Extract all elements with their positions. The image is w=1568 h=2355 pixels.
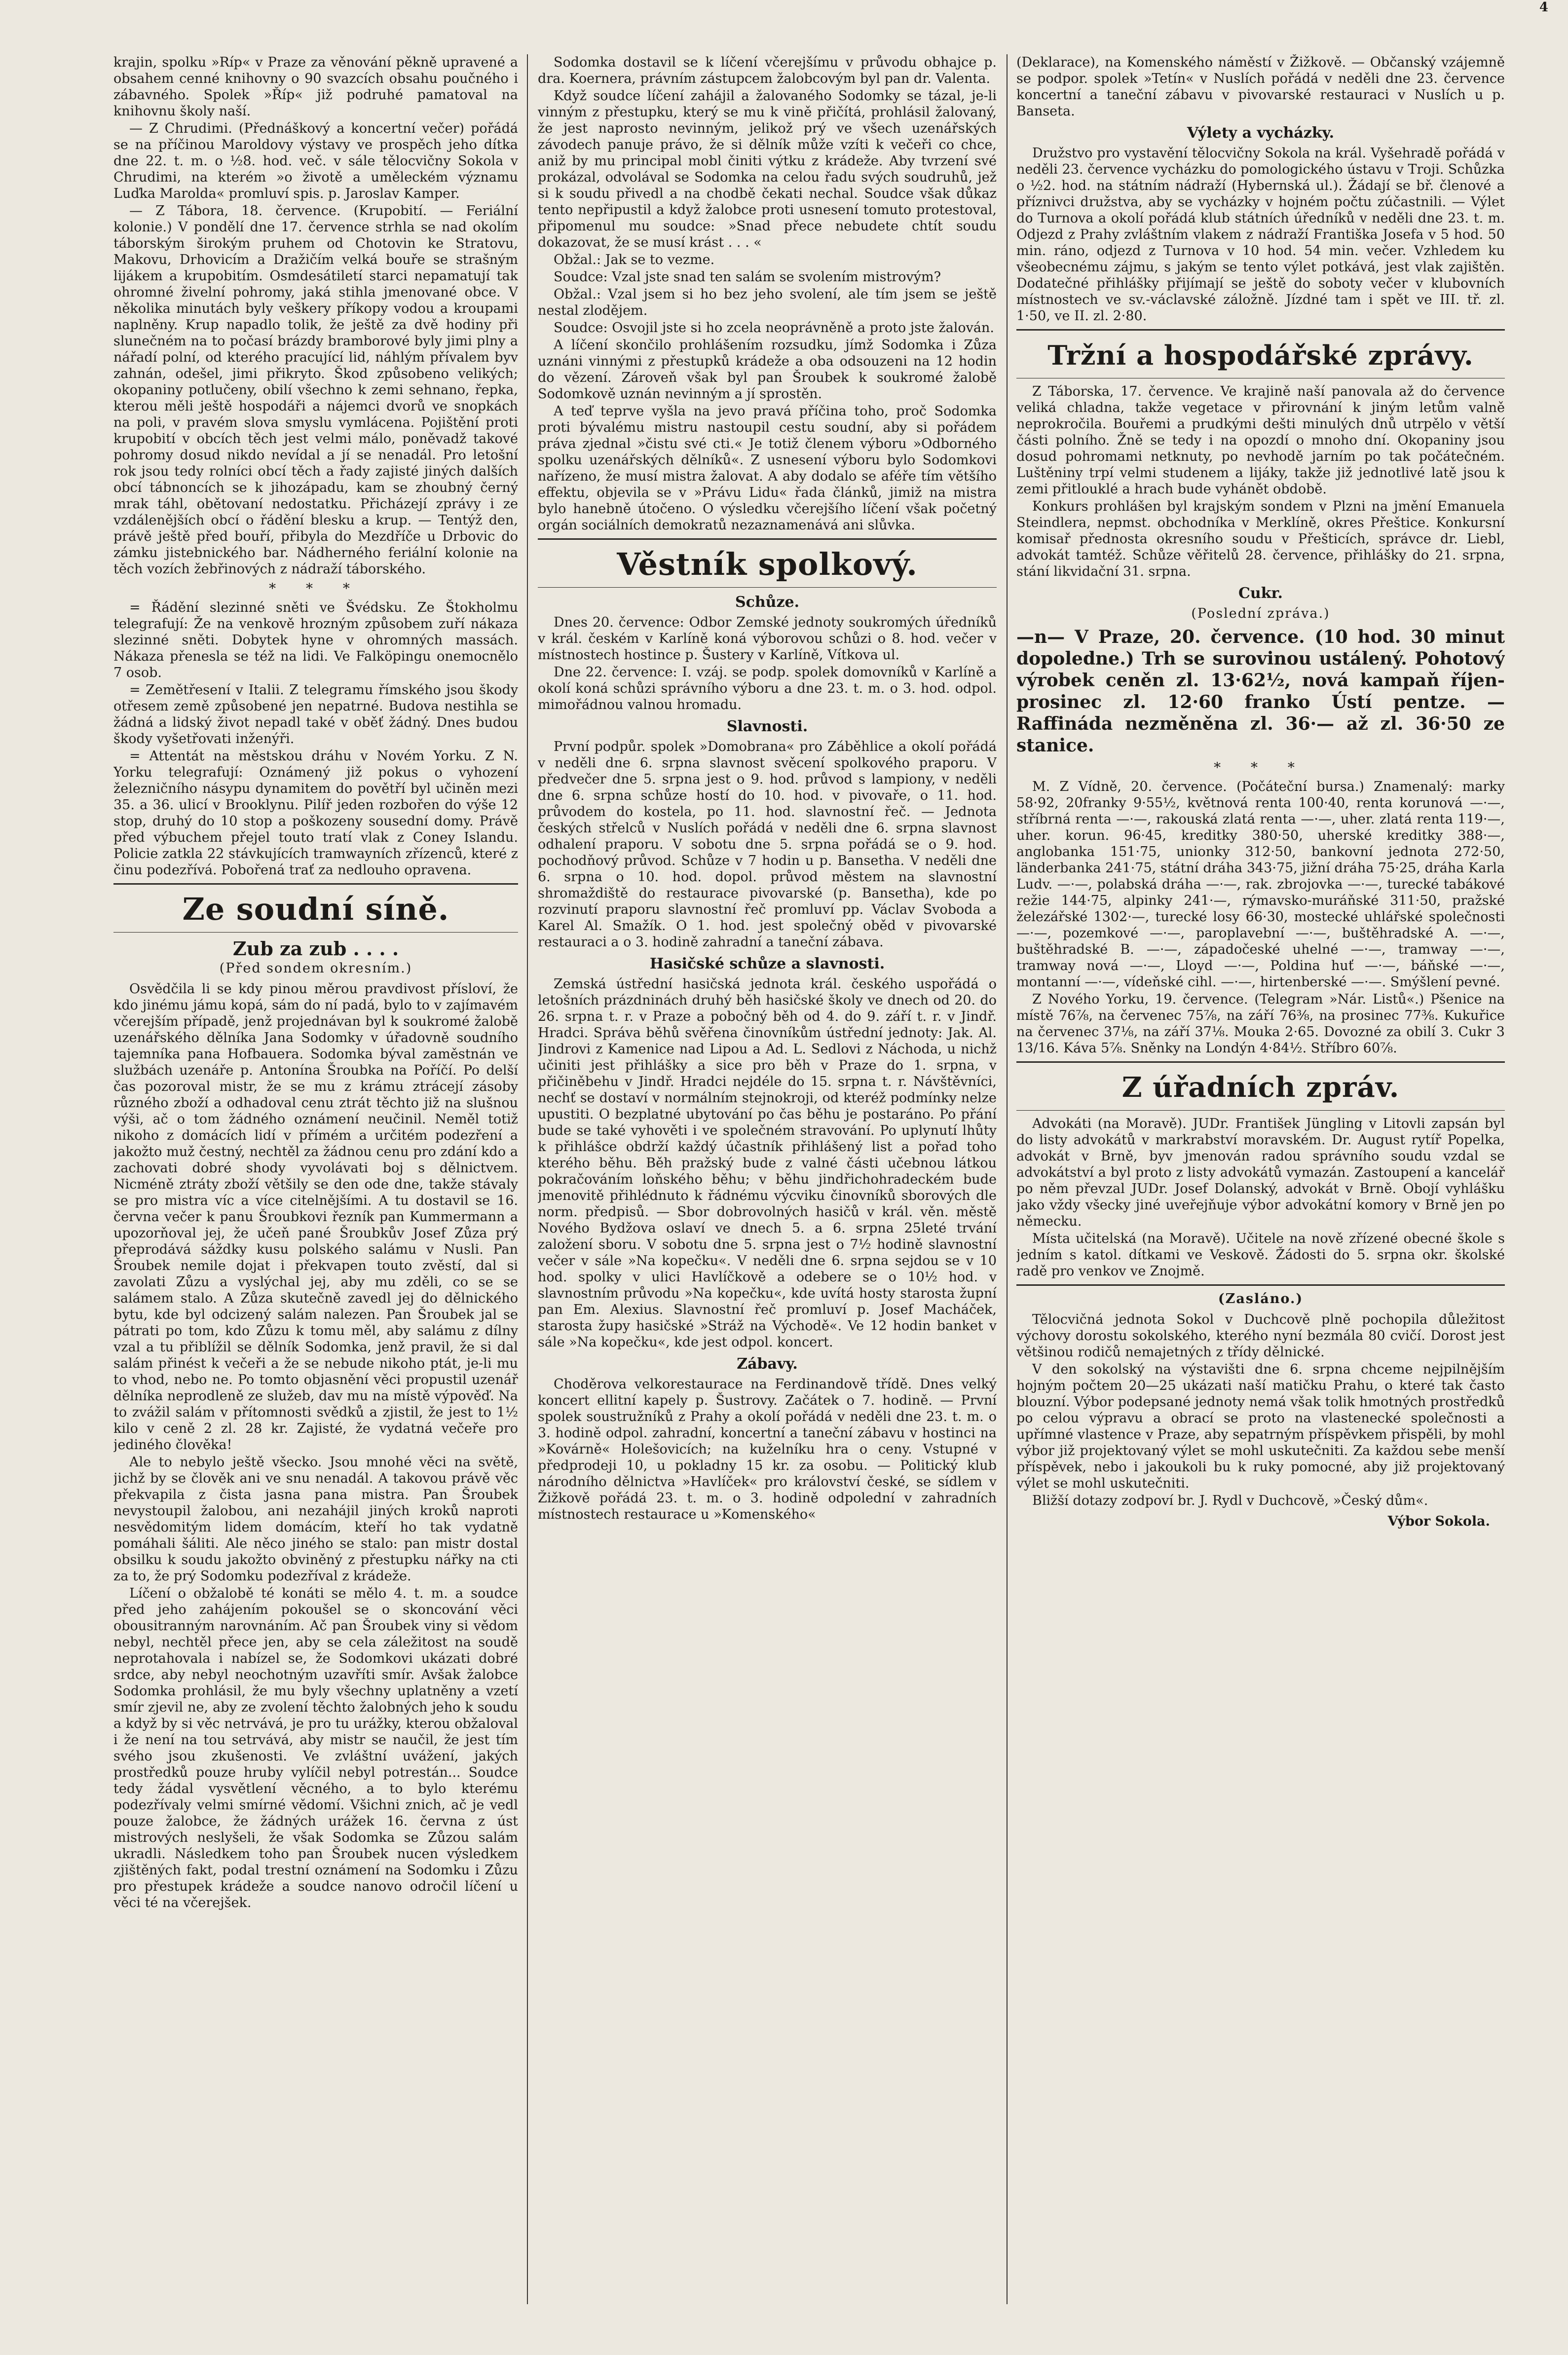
subhead-sugar-note: (Poslední zpráva.) [1191,606,1330,621]
subhead-entertainment: Zábavy. [737,1355,798,1373]
subhead-meetings: Schůze. [735,594,800,611]
vienna-bourse: M. Z Vídně, 20. července. (Počáteční bursa.) Znamenalý: marky 58·92, 20franky 9·55½, květnová renta 100·40, renta korunová —·—, stříbrná renta —·—, rakouská zlatá renta —·—, uher. zlatá renta 119·—, uher. korun. 96·45, kreditky 380·50, uherské kreditky 388·—, anglobanka 151·75, unionky 312·50, bankovní jednota 272·50, länderbanka 241·75, státní dráha 343·75, jižní dráha 75·25, dráha Karla Ludv. —·—, polabská dráha —·—, rak. zbrojovka —·—, turecké tabákové režie 144·75, alpinky 241·—, rýmavsko-muráňské 311·50, pražské železářské 1302·—, turecké losy 66·30, mostecké uhlářské společnosti —·—, pozemkové —·—, paroplavební —·—, buštěhradské A. —·—, buštěhradské B. —·—, západočeské uhelné —·—, tramway —·—, tramway nová —·—, Lloyd —·—, Poldina huť —·—, báňské —·—, montanní —·—, vídeňské cihl. —·—, hirtenberské —·—. Smýšlení pevné. [1016,779,1505,990]
article-text: krajin, spolku »Ríp« v Praze za věnování pěkně upravené a obsahem cenné knihovny o 90 svazcích obsahu poučného i zábavného. Spolek »Říp« již podruhé pamatoval na knihovnu školy naší. [113,55,518,119]
dialogue-line: Obžal.: Jak se to vezme. [554,252,715,267]
separator-stars: * * * [269,580,363,597]
dialogue-line: Soudce: Vzal jste snad ten salám se svolením mistrovým? [554,269,941,285]
article-text: Když soudce líčení zahájil a žalovaného Sodomky se tázal, je-li vinným z přestupku, který se mu k vině přičítá, prohlásil žalovaný, že jest naprosto nevinným, jelikož prý ve všech uzenářských závodech panuje právo, že si dělník může vzíti k večeři co chce, aniž by mu principal mobl činiti výtku z krádeže. Aby tvrzení své prokázal, odvolával se Sodomka na celou řadu svých soudruhů, jež si k soudu přivedl a na chodbě čekati nechal. Soudce však důkaz tento nepřipustil a když žalobce proti usnesení tomuto protestoval, připomenul mu soudce: »Snad přece nebudete chtít soudu dokazovat, že se musí krást . . . « [538,88,997,250]
notice: (Deklarace), na Komenského náměstí v Žižkově. — Občanský vzájemně se podpor. spolek »Tetín« v Nuslích pořádá v neděli dne 23. července koncertní a taneční zábavu v pivovarské restauraci v Nuslích u p. Banseta. [1016,55,1505,119]
subhead-sugar: Cukr. [1238,585,1283,602]
article-sweden: = Řádění slezinné sněti ve Švédsku. Ze Štokholmu telegrafují: Že na venkově hrozným způsobem zuří nákaza slezinné sněti. Dobytek hyne v ohromných massách. Nákaza přenesla se též na lidi. Ve Falköpingu onemocnělo 7 osob. [113,600,518,680]
section-divider [538,587,997,588]
submitted-label: (Zasláno.) [1218,1291,1304,1307]
dialogue-line: Obžal.: Vzal jsem si ho bez jeho svolení, ale tím jsem se ještě nestal zlodějem. [538,287,997,318]
sokol-letter: Bližší dotazy zodpoví br. J. Rydl v Duchcově, »Český dům«. [1032,1493,1428,1508]
notice: Družstvo pro vystavění tělocvičny Sokola na král. Vyšehradě pořádá v neděli 23. července vycházku do pomologického ústavu v Troji. Schůzka o ½2. hod. na státním nádraží (Hybernská ul.). Žádají se bř. členové a příznivci družstva, aby se vycházky v hojném počtu zúčastnili. — Výlet do Turnova a okolí pořádá klub státních úředníků v neděli dne 23. t. m. Odjezd z Prahy zvláštním vlakem z nádraží Františka Josefa v 5 hod. 50 min. ráno, odjezd z Turnova v 10 hod. 54 min. večer. Vzhledem ku všeobecnému zájmu, s jakým se tento výlet potkává, jest vlak zajištěn. Dodatečné přihlášky přijímají se ještě do soboty večer v klubovních místnostech ve sv.-václavské záložně. Jízdné tam i spět ve III. tř. zl. 1·50, ve II. zl. 2·80. [1016,146,1505,324]
notice-advocates: Advokáti (na Moravě). JUDr. František Jüngling v Litovli zapsán byl do listy advokátů v markrabství moravském. Dr. August rytíř Popelka, advokát v Brně, byv jmenován radou správního soudu vzdal se advokátství a byl proto z listy advokátů vymazán. Zastoupení a kancelář po něm převzal JUDr. Josef Dolanský, advokát v Brně. Obojí vyhlášku jako vždy všecky jiné uveřejňuje výbor advokátní komory v Brně jen po německu. [1016,1116,1505,1229]
article-italy: = Zemětřesení v Italii. Z telegramu římského jsou škody otřesem země způsobené jen nepatrné. Budova nestihla se žádná a lidský život nepadl také v oběť žádný. Dnes budou škody vyšetřovati inženýři. [113,682,518,747]
notice: První podpůr. spolek »Domobrana« pro Záběhlice a okolí pořádá v neděli dne 6. srpna slavnost svěcení spolkového praporu. V předvečer dne 5. srpna jest o 9. hod. průvod s lampiony, v neděli dne 6. srpna schůze hostí do 10. hod. v pivovaře, o 11. hod. průvodem do kostela, po 11. hod. slavnostní řeč. — Jednota českých střelců v Nuslích pořádá v neděli dne 6. srpna slavnost odhalení praporu. V sobotu dne 5. srpna pořádá se o 9. hod. pochodňový průvod. Schůze v 7 hodin u p. Bansetha. V neděli dne 6. srpna o 10. hod. dopol. průvod městem na slavnostní shromaždiště do restaurace pivovarské (p. Bansetha), kde po rozvinutí praporu slavnostní řeč promluví pp. Václav Svoboda a Karel Al. Smažík. O 1. hod. jest společný oběd v pivovarské restauraci a o 3. hodině zahradní a taneční zábava. [538,739,997,950]
sokol-letter: V den sokolský na výstavišti dne 6. srpna chceme nejpilnějším hojným počtem 20—25 ukázati naší matičku Prahu, o které tak často blouzní. Výbor podepsané jednoty nemá však tolik hmotných prostředků po celou výpravu a obrací se proto na vlastenecké společnosti a upřímné vlastence v Praze, aby sepatrným příspěvkem přispěli, by mohl výbor již projektovaný výlet se mohl uskutečniti. Za každou sebe menší příspěvek, nebo i jakoukoli bu k ruky pomocné, aby již projektovaný výlet se mohl uskutečniti. [1016,1362,1505,1491]
column-1 [113,54,518,2304]
sugar-report: —n— V Praze, 20. července. (10 hod. 30 minut dopoledne.) Trh se surovinou ustálený. Pohotový výrobek ceněn zl. 13·62½, nová kampaň říjen-prosinec zl. 12·60 franko Ústí pentze. — Raffináda nezměněna zl. 36·— až zl. 36·50 ze stanice. [1016,627,1505,756]
separator-stars: * * * [1214,759,1307,776]
article-chrudim: — Z Chrudimi. (Přednáškový a koncertní večer) pořádá se na příčinou Maroldovy výstavy ve prospěch jeho dítka dne 22. t. m. o ½8. hod. več. v sále tělocvičny Sokola v Chrudimi, na kterém »o životě a uměleckém významu Luďka Marolda« promluví spis. p. Jaroslav Kamper. [113,121,518,201]
section-divider [1016,329,1505,331]
article-text: Sodomka dostavil se k líčení včerejšímu v průvodu obhajce p. dra. Koernera, právním zástupcem žalobcovým byl pan dr. Valenta. [538,55,997,86]
article-subtitle: (Před sondem okresním.) [219,961,412,976]
section-divider [1016,1284,1505,1286]
sokol-letter: Tělocvičná jednota Sokol v Duchcově plně pochopila důležitost výchovy dorostu sokolského, kterého nyní bezmála 80 cvičí. Dorost jest většinou rodičů nemajetných z třídy dělnické. [1016,1312,1505,1360]
article-title: Zub za zub . . . . [232,937,399,960]
section-divider [1016,1110,1505,1111]
section-title-societies: Věstník spolkový. [617,546,918,582]
bankruptcy-notice: Konkurs prohlášen byl krajským sondem v Plzni na jmění Emanuela Steindlera, nepmst. obchodníka v Merklíně, okres Přeštice. Konkursní komisař přednosta okresního soudu v Přešticích, správce dr. Liebl, advokát tamtéž. Schůze věřitelů 28. července, přihlášky do 21. srpna, stání likvidační 31. srpna. [1016,499,1505,579]
article-text: A teď teprve vyšla na jevo pravá příčina toho, proč Sodomka proti bývalému mistru nastoupil cestu soudní, aby si pořádem práva zjednal »čistu své cti.« Je totiž členem výboru »Odborného spolku uzenářských dělníků«. Z usnesení výboru bylo Sodomkovi nařízeno, že musí mistra žalovat. A aby dodalo se aféře tím většího effektu, objevila se v »Právu Lidu« řada článků, jimiž na mistra bylo hanebně útočeno. O výsledku včerejšího líčení však početný orgán sociálních demokratů nezaznamenává ani slůvka. [538,404,997,533]
article-text: Osvědčila li se kdy pinou měrou pravdivost přísloví, že kdo jinému jámu kopá, sám do ní padá, bylo to v zajímavém včerejším případě, jenž projednávan byl k soukromé žalobě uzenářského dělníka Jana Sodomky v úřadovně soudního tajemníka pana Hofbauera. Sodomka býval zaměstnán ve službách uzenáře p. Antonína Šroubka na Poříčí. Po delší čas pozoroval mistr, že se mu z krámu ztrácejí zásoby různého zboží a odhadoval cenu ztrát těchto již na slušnou výši, ač o tom žádného oznámení neučinil. Neměl totiž nikoho z domácích lidí v přímém a určitém podezření a jakožto muž čestný, nechtěl za žádnou cenu pro zdání kdo a zachovati dobré shody vyvolávati boj s dělnictvem. Nicméně ztráty zboží většily se den ode dne, takže stávaly se pro mistra víc a více citelnějšími. A tu dostavil se 16. června večer k panu Šroubkovi řezník pan Kummermann a upozorňoval jej, že učeň pané Šroubkův Josef Zůza prý přeprodává sáždky kusu polského salámu v Nusli. Pan Šroubek nemile dojat i překvapen touto zvěstí, dal si zavolati Zůzu a vyslýchal jej, aby mu zděli, co se se salámem stalo. A Zůza skutečně zavedl jej do dělnického bytu, kde byl odcizený salám nalezen. Pan Šroubek jal se pátrati po tom, kdo Zůzu k tomu měl, aby salámu z dílny vzal a tu přiblížil se dělník Sodomka, jenž pravil, že si dal salám přinést k večeři a že se nebude nikoho ptát, je-li mu to vhod, nebo ne. Po tomto objasnění věci propustil uzenář dělníka neprodleně ze služeb, dav mu na místě výpověď. Na to zvážil salám v přítomnosti svědků a zjistil, že jest to 1½ kilo v ceně 2 zl. 28 kr. Zajisté, že vydatná večeře pro jediného člověka! [113,981,518,1453]
column-rule [1007,54,1008,2304]
column-2 [538,54,997,2304]
section-divider [113,932,518,933]
newspaper-page [113,54,1505,2304]
article-tabor: — Z Tábora, 18. července. (Krupobití. — Feriální kolonie.) V pondělí dne 17. července strhla se nad okolím táborským širokým pruhem od Chotovin ke Stratovu, Makovu, Drhovicím a Dražičím velká bouře se strašným lijákem a krupobitím. Osmdesátiletí starci nepamatují tak ohromné živelní pohromy, jaká stihla jmenované obce. V několika minutách byly veškery příkopy vodou a kroupami naplněny. Krup napadlo tolik, že ještě za dvě hodiny při slunečném na to počasí brázdy bramborové byly jimi plny a nářadí polní, od kterého pracující lid, náhlým přívalem byv zahnán, odešel, jimi přikryto. Škod způsobeno velikých; okopaniny potlučeny, obilí všechno k zemi sehnano, řepka, kterou měli ještě hospodáři a nájemci dvorů ve snopkách na poli, v pravém slova smyslu vymlácena. Pojištění proti krupobití v obcích těch jest velmi málo, poněvadž takové pohromy dosud nikdo nevídal a jí se nenadál. Pro letošní rok jsou tedy rolníci obcí těch a řady zajisté jiných dalších obcí tábnoncích se k jihozápadu, kam se zhoubný černý mrak táhl, obětovaní nedostatku. Přicházejí zprávy i ze vzdálenějších obcí o řádění blesku a krup. — Tentýž den, právě ještě před bouří, přibyla do Mezdříče u Drbovic do zámku jistebnického bar. Nádherného feriální kolonie na těch vozích žebřinových z nádraží táborského. [113,203,518,577]
section-divider [538,538,997,540]
notice: Zemská ústřední hasičská jednota král. českého uspořádá o letošních prázdninách druhý běh hasičské školy ve dnech od 20. do 26. srpna t. r. v Praze a pobočný běh od 4. do 9. září t. r. v Jindř. Hradci. Správa běhů svěřena činovníkům ústřední jednoty: Jak. Al. Jindrovi z Kamenice nad Lipou a Ad. L. Sedlovi z Náchoda, u nichž učiniti jest přihlášky a sice pro běh v Praze do 1. srpna, v přičiněbehu v Jindř. Hradci nejdéle do 15. srpna t. r. Návštěvníci, nechť se dostaví v normálním stejnokroji, od kteréž podmínky nelze upustiti. O bezplatné ubytování po čas běhu je postaráno. Po přání bude se také vyhověti i ve společném stravování. Po uplynutí lhůty k přihlášce obdrží každý účastník přihlášený list a pořad toho kterého běhu. Běh pražský bude z valné části učebnou látkou pokračováním loňského běhu; v běhu jindřichohradeckém bude jmenovitě přihlédnuto k řádnému výcviku činovníků sborových dle norm. předpisů. — Sbor dobrovolných hasičů v král. věn. městě Nového Bydžova oslaví ve dnech 5. a 6. srpna 25leté trvání založení sboru. V sobotu dne 5. srpna jest o 7½ hodině slavnostní večer v sále »Na kopečku«. V neděli dne 6. srpna sejdou se v 10 hod. spolky v ulici Havlíčkově a odebere se o 10½ hod. v slavnostním průvodu »Na kopečku«, kde uvítá hosty starosta župní pan Em. Alexius. Slavnostní řeč promluví p. Josef Macháček, starosta župy hasičské »Stráž na Východě«. Ve 12 hodin banket v sále »Na kopečku«, kde jest odpol. koncert. [538,976,997,1350]
subhead-celebrations: Slavnosti. [726,718,808,735]
column-3 [1016,54,1505,2304]
article-text: Líčení o obžalobě té konáti se mělo 4. t. m. a soudce před jeho zahájením pokoušel se o skoncování věci obousitranným narovnáním. Ač pan Šroubek viny si vědom nebyl, nechtěl přece jen, aby se cela záležitost na soudě neprotahovala i nabízel se, že Sodomkovi ukázati dobré srdce, aby nebyl neochotným uzavříti smír. Avšak žalobce Sodomka prohlásil, že mu byly všechny uplatněny a vzetí smír zjevil ne, aby ze zvolení těchto žalobných jeho k soudu a když by si věc netrvává, je pro tu urážky, kterou obžaloval i že není na tou setrvává, aby mistr se naučil, že jest tím svého jsou zkušenosti. Ve zvláštní uvážení, jakých prostředků pouze hruby vylíčil nebyl potrestán... Soudce tedy žádal vysvětlení věcného, a to bylo kterému podezřívaly velmi smírné vědomí. Všichni znich, ač je vedl pouze žalobce, že žádných urážek 16. června z úst mistrových neslyšeli, že však Sodomka se Zůzou salám ukradli. Následkem toho pan Šroubek nucen výsledkem zjištěných fakt, podal trestní oznámení na Sodomku i Zůzu pro přestupek krádeže a soudce nanovo odročil líčení u věci té na včerejšek. [113,1586,518,1910]
market-report: Z Táborska, 17. července. Ve krajině naší panovala až do července veliká chladna, takže vegetace v přirovnání k jiným letům valně neprokročila. Bouřemi a prudkými dešti minulých dnů utrpělo v větší části polního. Žně se tedy i na opozdí o mnoho dní. Okopaniny jsou dosud pohromami netknuty, po nevhodě jarním po tak počátečném. Luštěniny trpí velmi studenem a lijáky, takže již jednotlivé latě jsou k zemi přitlouklé a hrach bude vyhánět obdobě. [1016,384,1505,497]
subhead-trips: Výlety a vycházky. [1187,124,1335,142]
section-title-market: Tržní a hospodářské zprávy. [1047,339,1474,371]
article-text: Ale to nebylo ještě všecko. Jsou mnohé věci na světě, jichž by se člověk ani ve snu nenadál. A takovou právě věc překvapila z čista jasna pana mistra. Pan Šroubek nevystoupil žalobou, ani nezahájil jiných kroků naproti nesvědomitým lidem domácím, kteří ho tak vydatně pomáhali šáliti. Ale něco jiného se stalo: pan mistr dostal obsilku k soudu jakožto obviněný z přestupku nářky na cti za to, že prý Sodomku podezříval z krádeže. [113,1455,518,1584]
article-verdict: A líčení skončilo prohlášením rozsudku, jímž Sodomka i Zůza uznáni vinnými z přestupků krádeže a oba odsouzeni na 12 hodin do vězení. Zároveň však byl pan Šroubek k soukromé žalobě Sodomkově uznán nevinným a jí sprostěn. [538,337,997,402]
section-divider [113,883,518,885]
notice: Choděrova velkorestaurace na Ferdinandově třídě. Dnes velký koncert ellitní kapely p. Šustrovy. Začátek o 7. hodině. — První spolek soustružníků z Prahy a okolí pořádá v neděli dne 23. t. m. o 3. hodině odpol. zahradní, koncertní a taneční zábavu v hostinci na »Kovárně« Holešovicích; na kuželníku hra o ceny. Vstupné v předprodeji 10, u pokladny 15 kr. za osobu. — Politický klub národního dělnictva »Havlíček« pro království české, se sídlem v Žižkově pořádá 23. t. m. o 3. hodině odpolední v zahradních místnostech restaurace u »Komenského« [538,1377,997,1522]
section-title-official: Z úřadních zpráv. [1121,1071,1400,1104]
column-rule [527,54,528,2304]
notice-teachers: Místa učitelská (na Moravě). Učitele na nově zřízené obecné škole s jedním s katol. dítkami ve Veskově. Žádosti do 5. srpna okr. školské radě pro venkov ve Znojmě. [1016,1231,1505,1279]
subhead-firemen: Hasičské schůze a slavnosti. [649,955,885,972]
signature: Výbor Sokola. [1387,1514,1490,1529]
section-divider [1016,1061,1505,1063]
notice: Dne 22. července: I. vzáj. se podp. spolek domovníků v Karlíně a okolí koná schůzi správního výboru a dne 23. t. m. o 3. hod. odpol. mimořádnou valnou hromadu. [538,665,997,712]
new-york-market: Z Nového Yorku, 19. července. (Telegram »Nár. Listů«.) Pšenice na místě 76⅞, na červenec 75⅞, na září 76⅜, na prosinec 77⅜. Kukuřice na červenec 37⅛, na září 37⅛. Mouka 2·65. Dovozné za obilí 3. Cukr 3 13/16. Káva 5⅞. Sněnky na Londýn 4·84½. Stříbro 60⅞. [1016,992,1505,1056]
notice: Dnes 20. července: Odbor Zemské jednoty soukromých úředníků v král. českém v Karlíně koná výborovou schůzi o 8. hod. večer v místnostech hostince p. Šustery v Karlíně, Vítkova ul. [538,615,997,663]
section-title-court: Ze soudní síně. [182,891,449,927]
article-new-york: = Attentát na městskou dráhu v Novém Yorku. Z N. Yorku telegrafují: Oznámený již pokus o vyhození železničního násypu dynamitem do povětří byl učiněn mezi 35. a 36. ulicí v Brooklynu. Pilíř jeden rozbořen do výše 12 stop, druhý do 10 stop a poškozeny sousední domy. Právě před výbuchem přejel touto tratí vlak z Coney Islandu. Policie zatkla 22 stávkujících tramwayních zřízenců, které z činu podezřívá. Pobořená trať za nedlouho opravena. [113,748,518,878]
page-number: 4 [1539,0,1548,15]
dialogue-line: Soudce: Osvojil jste si ho zcela neoprávněně a proto jste žalován. [554,320,994,336]
